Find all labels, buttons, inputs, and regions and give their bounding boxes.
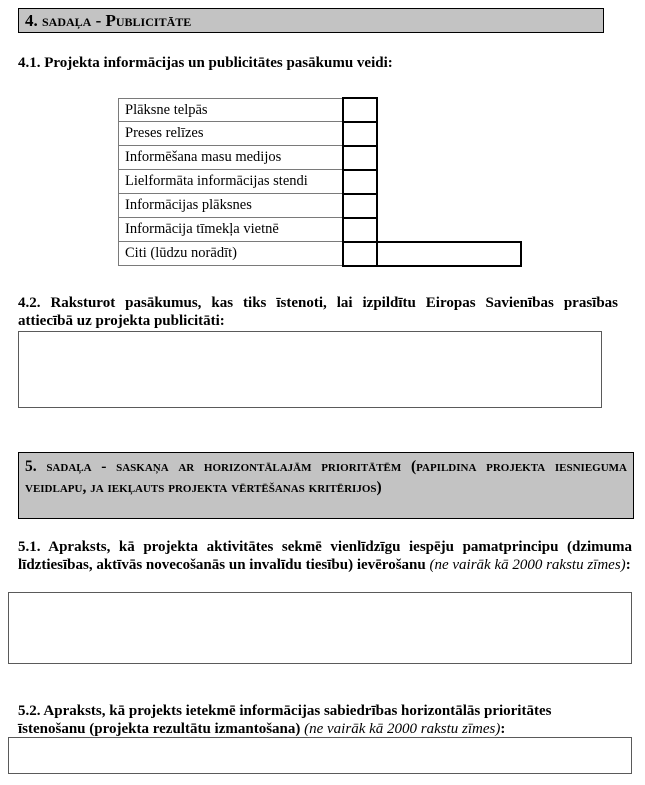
question-4-2-title: [18, 294, 618, 330]
question-5-2-title: [18, 702, 618, 738]
checklist-label-2: Informēšana masu medijos: [118, 146, 343, 170]
checkbox-3[interactable]: [342, 169, 378, 195]
question-5-2-line1: 5.2. Apraksts, kā projekts ietekmē informācijas sabiedrības horizontālās prioritātes: [18, 703, 552, 719]
checklist-label-3: Lielformāta informācijas stendi: [118, 170, 343, 194]
checklist-label-5: Informācija tīmekļa vietnē: [118, 218, 343, 242]
question-4-2-line2: attiecībā uz projekta publicitāti:: [18, 313, 225, 329]
section-4-header: 4. sadaļa - Publicitāte: [18, 8, 604, 33]
checklist-label-1: Preses relīzes: [118, 122, 343, 146]
question-4-1-title: 4.1. Projekta informācijas un publicitātes pasākumu veidi:: [18, 55, 393, 71]
question-4-2-line1: 4.2. Raksturot pasākumus, kas tiks īstenoti, lai izpildītu Eiropas Savienības prasības: [18, 295, 618, 311]
question-5-2-line2: īstenošanu (projekta rezultātu izmantošana): [18, 721, 301, 737]
section-5-header: 5. sadaļa - saskaņa ar horizontālajām prioritātēm (papildina projekta iesnieguma veidlapu, ja iekļauts projekta vērtēšanas kritērijos): [18, 452, 634, 519]
question-5-1-line2: līdztiesības, aktīvās novecošanās un invalīdu tiesību) ievērošanu: [18, 557, 426, 573]
checkbox-1[interactable]: [342, 121, 378, 147]
answer-5-2-textarea[interactable]: [8, 737, 632, 774]
question-5-1-limit: (ne vairāk kā 2000 rakstu zīmes): [425, 557, 626, 573]
other-specify-field[interactable]: [376, 241, 522, 267]
checklist-label-4: Informācijas plāksnes: [118, 194, 343, 218]
checklist-label-6: Citi (lūdzu norādīt): [118, 242, 343, 266]
checkbox-6[interactable]: [342, 241, 378, 267]
question-5-1-title: [18, 538, 632, 574]
question-5-1-colon: :: [625, 557, 631, 573]
question-5-2-limit: (ne vairāk kā 2000 rakstu zīmes): [300, 721, 501, 737]
answer-4-2-textarea[interactable]: [18, 331, 602, 408]
answer-5-1-textarea[interactable]: [8, 592, 632, 664]
checkbox-5[interactable]: [342, 217, 378, 243]
checklist-label-0: Plāksne telpās: [118, 98, 343, 122]
question-5-2-colon: :: [500, 721, 506, 737]
checkbox-4[interactable]: [342, 193, 378, 219]
checkbox-2[interactable]: [342, 145, 378, 171]
question-5-1-line1: 5.1. Apraksts, kā projekta aktivitātes sekmē vienlīdzīgu iespēju pamatprincipu (dzimuma: [18, 539, 632, 555]
checkbox-0[interactable]: [342, 97, 378, 123]
